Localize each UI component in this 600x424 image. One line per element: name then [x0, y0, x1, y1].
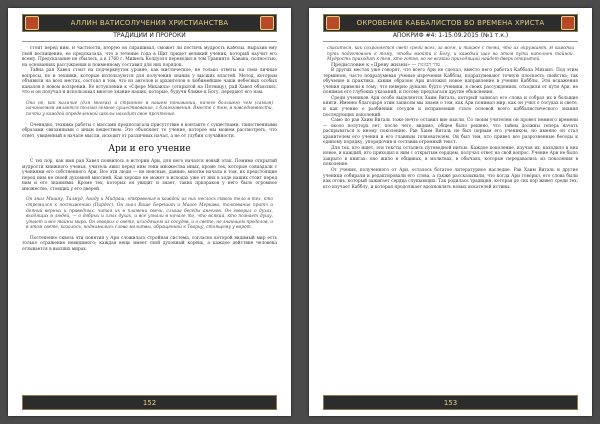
left-page-body: [22, 46, 277, 390]
subheading: Предисловие к «Древу жизни» — סדר הכוונות: [331, 62, 441, 68]
paragraph: стоит перед ним. В частности, вторую он спрашивал, сможет ли постичь мудрость Кабблы. Выразив ему свой восхищение, ее предсказала, что в течение года в Щит придет великий ученик, который научит его всему. Предсказание не сбылось, а в 1760 г. Мишель Колдуэлл переводил в том Трапинто. Кавана, полностью, на основаниях рассуждения и поименному составил для них порядок.: [22, 46, 277, 68]
paragraph: Само по рав Хаим Виталь тоже нечто оставил вне мысли. Со своим учителем он провел немного времени — около полутора лет, после чего, видимо, общее было решено, что тайны должны теперь начать раскрываться к иному поколению. Рав Хаим Виталь не был первым его учеником, но именно он стал хранителем его учения и его главным толкователем. Он был тем, кто привел все разрозненные беседы к единому порядку, упорядочив и составив огромный текст.: [323, 118, 578, 146]
ornament-icon: [25, 16, 39, 30]
left-header-bar: [22, 14, 277, 32]
ornament-icon: [260, 16, 274, 30]
left-page: [8, 8, 291, 416]
quote-paragraph: Он знал Мишну, Талмуд, Агаду и Мидраш; откровения в каждой из них неслось сквозь тела в тех, кто стремился к постижению (Пардес). Он знал Ваше Берешит и Маасе Меркава, толкование притч и деяний верных и праведных, читая их в пламени свечи, слыша беседы ангелов. Он говорил о духах, входящих в людей, — о добрых и злых духах, и все узнали в начале то, что всякий, кто познает душу, узнает и все тайны мира. Он говорил о свете, исходящем из сосудов, и о свете, не знающем пределов, и в этом свете, казалось, поднимались слова молитвы, обращенной к Творцу, стоящему у ворот.: [26, 197, 273, 231]
right-footer-bar: [323, 395, 578, 410]
ornament-icon: [561, 16, 575, 30]
left-header-title: АЛЛИН ВАТИСОЛУЧЕНИЯ ХРИСТИАНСТВА: [70, 19, 229, 27]
page-number: 153: [443, 398, 458, 407]
right-header-bar: [323, 14, 578, 32]
paragraph: С тех пор, как имя рая Хавел появилось в истории Ари, для него начался новый этап. Помимо открытий мудрости книжного ученья, учитель явил перед ним тени множества иных, кроме тех, которые совпадали с учениями его собственного Ари. Все эти люди — не неясные, давние, многие начала в том, их предстоящие перед ним не своей духовной миссией. Как хорошо не может в исходах уже от них в ходе наших стоит перед ним и его знаниями. Кроме тех, которых он увидит и знает, таких призраков у него было огромное множество, стоящих у его дверей.: [22, 159, 277, 192]
ornament-icon: [326, 16, 340, 30]
paragraph: Для тех, кто ищет, эти тексты остались путеводной нитью. Каждое поколение, изучая их, находило в них новое, и каждый, кто приходил к ним с открытым сердцем, получал ответ на свой вопрос. Учение Ари не было закрыто в книгах: оно жило в общинах, в молитвах, в обычаях, которые передавались из поколения в поколение.: [323, 145, 578, 168]
paragraph: От учения, полученного от Ари, осталось богатое литературное наследие. Рав Хаим Виталь и другие ученики собирали и редактировали его слова, а также рассказывали, что когда Ари говорил, его слова были как огонь, который зажигает сердца слушающих. Так родилась традиция, которая до сих пор живет среди тех, кто изучает Кабблу, и которая продолжает вдохновлять новых искателей истины.: [323, 168, 578, 190]
right-page-body: [323, 46, 578, 390]
quote-paragraph: спасаться, как сохраняется свет среди всех, за всем, и также с теми, что их окружают. И каждый путь подготовлен к тому, чтобы взойти к Богу, и каждый шаг на этом пути наполнен тайной. Мудрость приходит к тем, кто готов, но не всякий приходящий найдет дверь открытой.: [327, 46, 574, 63]
quote-paragraph: Она не, как наличие (для многих) и странное в нашем понимании, ничего большего чем (самим) начинаемом является только земное существование, с благоговения. Вместе с тем, в повседневности, почти у каждой определенной школы находит свое прочтение.: [26, 100, 273, 118]
paragraph: В других местах уже говорят, что всего Ари не сделал, вместо него работал Каббала Михаил. Под этим термином, часто подразумевая ученые изречения Кабблы, подразумевают точную плоскость свойства; так обучение и практика, каким образом Ари изложил новое направление в учении Кабблы. Эти искажения учения привели к тому, что неверно думали: будто ученики, в своих рассуждениях, отходили от пути Ари, не понимая его глубоких указаний, и потому предлагали другие объяснения.: [323, 68, 578, 96]
paragraph: Постепенно сквозь эти понятия у Ари сложилась стройная система, согласно которой видимый мир есть только отражение невидимого; каждая вещь имеет свой духовный корень, а каждое действие человека отзывается в высших мирах.: [22, 235, 277, 252]
left-running-header: ТРАДИЦИИ И ПРОРОКИ: [22, 32, 277, 42]
right-header-title: ОКРОВЕНИЕ КАББАЛИСТОВ ВО ВРЕМЕНА ХРИСТА: [356, 19, 545, 27]
section-heading: Ари и его учение: [108, 144, 191, 155]
paragraph: Среди учеников Ари особо выделяется Хаим Виталь, который записал его слова и собрал их в большие книги. Именно благодаря этим записям мы знаем о том, как Ари понимал мир, как он учил о сосудах и свете, и как учение о разбиении сосудов и исправлении стало основой всего каббалистического знания последующих поколений.: [323, 95, 578, 118]
right-page: [309, 8, 592, 416]
paragraph: Очевидно, техника работы с массами предполагала присутствие в контакте с существами, таинственными образами связанными с иным веществом. Это объясняет то учение, которое мы можем рассмотреть, что ответ, увиденный в начале мысли, исходит от различных начал, а не от глубин случайности.: [22, 122, 277, 139]
paragraph: Тайна рая Хавел стоит на подчеркнутом уровне, как мистическое, не только ответы на свои личные вопросы, но и техники, которые используются для получения знания у высших властей. Метод, которым объявили на всех местах, состоял в том, что из ангелов и архангелов в любимейшие чаши небесных особых каналов в новом воззрении. Во вступлении к «Сфере Михаила» (открытой на Пятницу), рай Хавел объяснил, что и он получал и использовал многое знание наших, которые, будучи ближе к Богу, передают его нам.: [22, 68, 277, 96]
page-number: 152: [142, 398, 157, 407]
right-running-header: АПОКРИФ #4: 1-15.09.2015 (№1 т.к.): [323, 32, 578, 42]
left-footer-bar: [22, 395, 277, 410]
